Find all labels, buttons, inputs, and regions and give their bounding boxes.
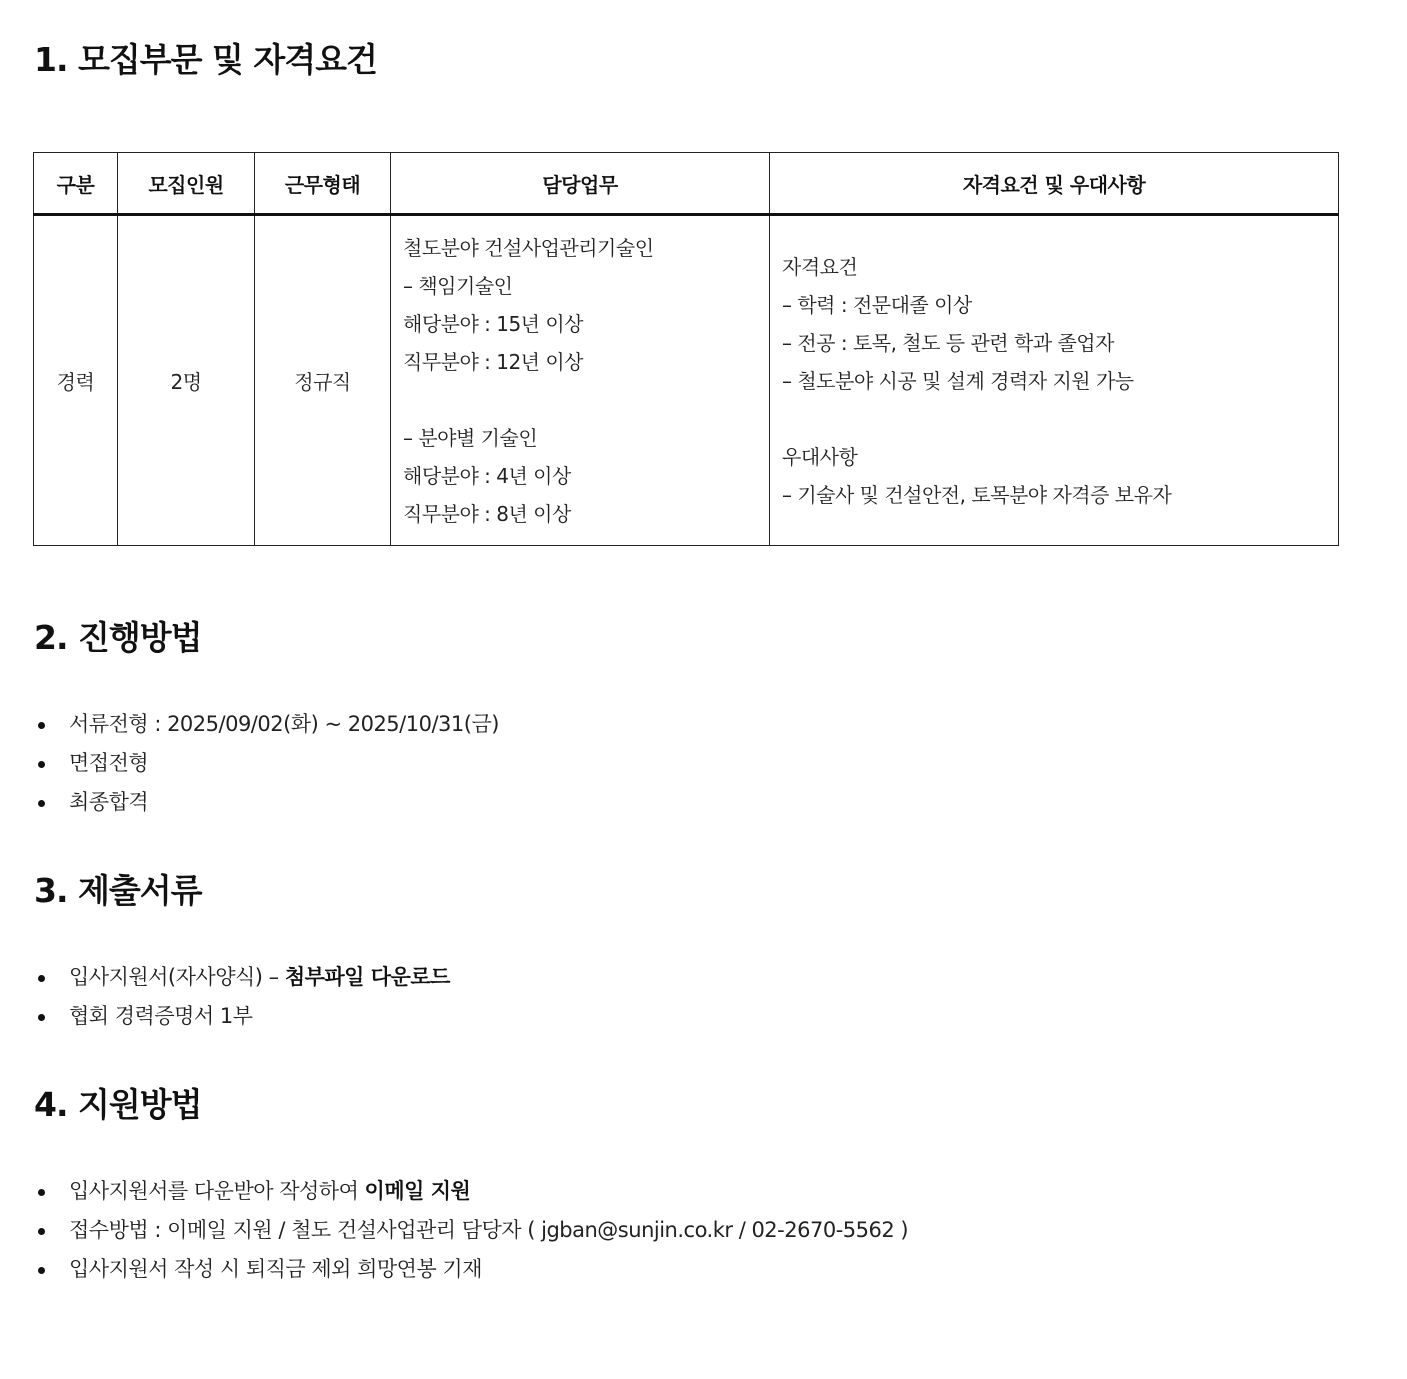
recruitment-table [33,152,1339,546]
list-item [33,1211,908,1250]
cell-qualifications [770,215,1339,546]
section-title-recruitment: 1. 모집부문 및 자격요건 [34,40,377,79]
qualification-line: 우대사항 [782,444,858,469]
list-item-text: 입사지원서(자사양식) – [69,965,285,989]
duty-line: 철도분야 건설사업관리기술인 [403,235,654,260]
header-qualifications: 자격요건 및 우대사항 [770,153,1339,215]
duty-spacer [403,381,769,419]
header-headcount: 모집인원 [118,153,255,215]
qualification-line: – 철도분야 시공 및 설계 경력자 지원 가능 [782,368,1134,393]
header-category: 구분 [34,153,118,215]
duty-line: – 분야별 기술인 [403,425,538,450]
documents-list [33,958,450,1036]
header-duties: 담당업무 [391,153,770,215]
email-apply-emphasis: 이메일 지원 [364,1179,471,1203]
table-row [34,215,1339,546]
cell-headcount: 2명 [118,215,255,546]
attachment-download-link[interactable]: 첨부파일 다운로드 [284,965,450,989]
list-item-text: 입사지원서를 다운받아 작성하여 [69,1179,365,1203]
qualification-line: – 학력 : 전문대졸 이상 [782,292,972,317]
qualification-spacer [782,400,1338,438]
duty-line: 직무분야 : 8년 이상 [403,501,571,526]
section-title-documents: 3. 제출서류 [34,871,202,910]
cell-duties [391,215,770,546]
list-item-text: 입사지원서 작성 시 퇴직금 제외 희망연봉 기재 [69,1257,482,1281]
header-employment-type: 근무형태 [255,153,391,215]
list-item: 면접전형 [33,744,499,783]
list-item [33,1250,908,1289]
duty-line: 해당분야 : 15년 이상 [403,311,583,336]
duty-line: 직무분야 : 12년 이상 [403,349,583,374]
list-item-text: 접수방법 : 이메일 지원 / 철도 건설사업관리 담당자 ( jgban@sunjin.co.kr / 02-2670-5562 ) [69,1218,909,1242]
list-item [33,1172,908,1211]
qualification-line: – 기술사 및 건설안전, 토목분야 자격증 보유자 [782,482,1172,507]
qualification-line: – 전공 : 토목, 철도 등 관련 학과 졸업자 [782,330,1114,355]
process-list [33,705,499,822]
duty-line: 해당분야 : 4년 이상 [403,463,571,488]
duty-line: – 책임기술인 [403,273,513,298]
list-item: 서류전형 : 2025/09/02(화) ~ 2025/10/31(금) [33,705,499,744]
table-header-row [34,153,1339,215]
cell-employment-type: 정규직 [255,215,391,546]
application-list [33,1172,908,1289]
cell-category: 경력 [34,215,118,546]
qualification-line: 자격요건 [782,254,858,279]
list-item: 최종합격 [33,783,499,822]
list-item [33,958,450,997]
list-item-text: 협회 경력증명서 1부 [69,1004,253,1028]
section-title-process: 2. 진행방법 [34,618,202,657]
section-title-application: 4. 지원방법 [34,1085,202,1124]
list-item [33,997,450,1036]
